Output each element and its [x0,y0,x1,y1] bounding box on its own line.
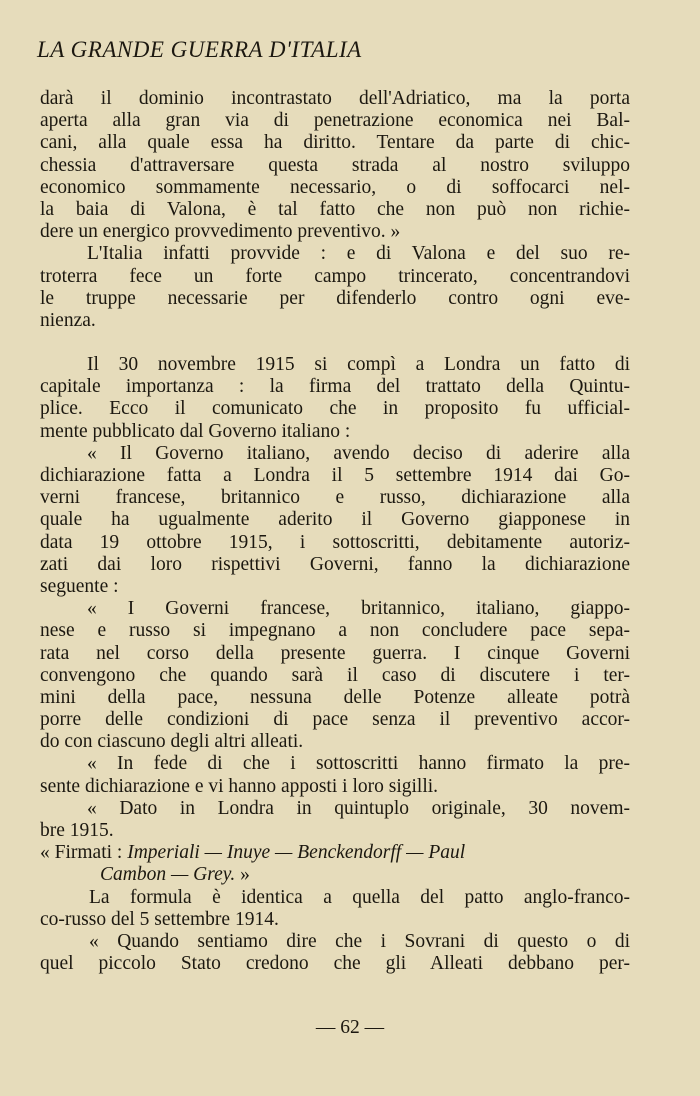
paragraph-gap [40,332,630,354]
text-line: L'Italia infatti provvide : e di Valona e del suo re- [87,243,630,265]
text-line: quale ha ugualmente aderito il Governo giapponese in [40,509,630,531]
text-line: plice. Ecco il comunicato che in proposito fu ufficial- [40,398,630,420]
text-line: le truppe necessarie per difenderlo contro ogni eve- [40,287,630,309]
text-line: « Dato in Londra in quintuplo originale, 30 novem- [87,797,630,819]
text-line: « In fede di che i sottoscritti hanno firmato la pre- [87,753,630,775]
text-line: « I Governi francese, britannico, italiano, giappo- [87,598,630,620]
text-line: sente dichiarazione e vi hanno apposti i loro sigilli. [40,775,439,797]
text-line: quel piccolo Stato credono che gli Alleati debbano per- [40,953,630,975]
text-line: rata nel corso della presente guerra. I cinque Governi [40,642,630,664]
text-line: La formula è identica a quella del patto anglo-franco- [89,886,630,908]
text-line: data 19 ottobre 1915, i sottoscritti, debitamente autoriz- [40,531,630,553]
text-line: do con ciascuno degli altri alleati. [40,731,304,753]
text-line: dichiarazione fatta a Londra il 5 settembre 1914 dai Go- [40,465,630,486]
running-header: LA GRANDE GUERRA D'ITALIA [37,37,362,62]
text-line: dere un energico provvedimento preventivo. » [40,221,401,243]
text-line: seguente : [40,575,119,597]
text-line: porre delle condizioni di pace senza il preventivo accor- [40,709,630,731]
text-line: chessia d'attraversare questa strada al nostro sviluppo [40,154,630,176]
text-line: economico sommamente necessario, o di soffocarci nel- [40,176,630,198]
closing-quote: » [235,864,250,886]
text-line: cani, alla quale essa ha diritto. Tentare da parte di chic- [40,132,630,154]
text-line: convengono che quando sarà il caso di discutere i ter- [40,664,630,686]
text-line: aperta alla gran via di penetrazione economica nei Bal- [40,110,630,132]
text-line: darà il dominio incontrastato dell'Adriatico, ma la porta [40,88,630,109]
text-line: bre 1915. [40,820,114,841]
text-line: « Quando sentiamo dire che i Sovrani di questo o di [89,930,630,952]
text-line: nienza. [40,309,96,331]
signatories-line-cont [40,864,630,886]
text-line: capitale importanza : la firma del trattato della Quintu- [40,376,630,398]
text-line: co-russo del 5 settembre 1914. [40,908,279,930]
signatories-names-cont: Cambon — Grey. [100,864,236,886]
text-line: troterra fece un forte campo trincerato, concentrandovi [40,265,630,287]
text-line: verni francese, britannico e russo, dichiarazione alla [40,487,630,509]
text-line: Il 30 novembre 1915 si compì a Londra un fatto di [87,354,630,376]
page-number: — 62 — [315,1017,385,1038]
text-line: mente pubblicato dal Governo italiano : [40,420,351,442]
signatories-names: Imperiali — Inuye — Benckendorff — Paul [127,842,466,864]
text-line: mini della pace, nessuna delle Potenze alleate potrà [40,686,630,708]
signed-label: « Firmati : [40,842,128,864]
text-line: nese e russo si impegnano a non concludere pace sepa- [40,620,630,642]
text-line: « Il Governo italiano, avendo deciso di aderire alla [87,442,630,464]
signatories-line [40,842,630,864]
page-body [40,88,630,975]
text-line: la baia di Valona, è tal fatto che non può non richie- [40,198,630,220]
text-line: zati dai loro rispettivi Governi, fanno la dichiarazione [40,553,630,575]
